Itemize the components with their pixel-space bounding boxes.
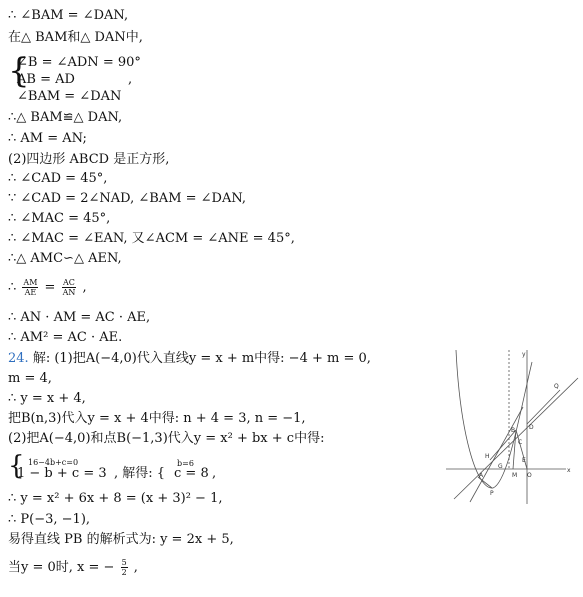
line-16: ∴ y = x + 4,	[8, 391, 86, 406]
point-o-label: O	[527, 472, 532, 479]
point-h-label: H	[485, 453, 490, 460]
axis-x-label: x	[567, 467, 571, 474]
point-d-label: D	[529, 424, 534, 431]
fraction-denominator: AN	[62, 288, 76, 297]
line-4: ∴ AM = AN;	[8, 131, 87, 146]
fraction-ac-an	[62, 278, 77, 297]
line14-text: 解: (1)把A(−4,0)代入直线y = x + m中得: −4 + m = 0,	[32, 351, 371, 366]
fraction-denominator: AE	[24, 288, 37, 297]
line-pb	[470, 407, 523, 502]
segment-dq	[527, 390, 560, 424]
point-c-label: C	[518, 439, 523, 446]
system1-eq2: AB = AD	[17, 72, 75, 87]
line-8: ∴ ∠MAC = 45°,	[8, 211, 111, 226]
system2-mid: , 解得: {	[114, 466, 166, 481]
system1-comma: ,	[128, 72, 133, 87]
fraction-am-ae	[22, 278, 38, 297]
line-21: 易得直线 PB 的解析式为: y = 2x + 5,	[8, 532, 234, 547]
line-ab	[454, 378, 578, 499]
point-g-label: G	[498, 463, 503, 470]
point-e-label: E	[522, 457, 526, 464]
segment-cm	[513, 430, 516, 469]
line-5: (2)四边形 ABCD 是正方形,	[8, 152, 170, 167]
line-7: ∵ ∠CAD = 2∠NAD, ∠BAM = ∠DAN,	[8, 191, 247, 206]
problem-number: 24.	[8, 351, 29, 366]
line-2: 在△ BAM和△ DAN中,	[8, 30, 143, 45]
line-9: ∴ ∠MAC = ∠EAN, 又∠ACM = ∠ANE = 45°,	[8, 231, 295, 246]
line-13: ∴ AM² = AC · AE.	[8, 330, 123, 345]
system-brace-2: {	[8, 451, 25, 481]
point-m-label: M	[512, 472, 518, 479]
line-19: ∴ y = x² + 6x + 8 = (x + 3)² − 1,	[8, 491, 223, 506]
fraction-denominator: 2	[121, 568, 127, 577]
fraction-numerator: AC	[63, 278, 75, 287]
system-brace-1: {	[8, 51, 30, 91]
line-11	[8, 278, 87, 297]
fraction-5-2	[121, 558, 128, 577]
line11-suffix: ,	[82, 280, 87, 295]
line11-prefix: ∴	[8, 280, 17, 295]
point-p-label: P	[490, 490, 494, 497]
line-12: ∴ AN · AM = AC · AE,	[8, 310, 151, 325]
coordinate-figure	[440, 342, 580, 507]
parabola	[456, 350, 532, 488]
system2-sol1: b=6	[177, 459, 194, 468]
line-15: m = 4,	[8, 371, 52, 386]
axis-y-label: y	[522, 351, 526, 358]
system2-end: ,	[212, 466, 217, 481]
point-b-label: B	[511, 427, 516, 434]
line22-prefix: 当y = 0时, x = −	[8, 560, 115, 575]
point-a-label: A	[479, 472, 484, 479]
line-3: ∴△ BAM≌△ DAN,	[8, 110, 123, 125]
fraction-numerator: 5	[121, 558, 127, 567]
system1-eq1: ∠B = ∠ADN = 90°	[17, 55, 141, 70]
line22-suffix: ,	[133, 560, 138, 575]
line-6: ∴ ∠CAD = 45°,	[8, 171, 108, 186]
line-18: (2)把A(−4,0)和点B(−1,3)代入y = x² + bx + c中得:	[8, 431, 325, 446]
system1-eq3: ∠BAM = ∠DAN	[17, 89, 122, 104]
line-14	[8, 351, 371, 367]
system2-sol2: c = 8	[174, 466, 209, 481]
system2-eq1: 16−4b+c=0	[28, 458, 79, 467]
segment-hb	[490, 430, 516, 460]
line-22	[8, 558, 138, 577]
fraction-numerator: AM	[23, 278, 38, 287]
line-10: ∴△ AMC∽△ AEN,	[8, 251, 122, 266]
line-17: 把B(n,3)代入y = x + 4中得: n + 4 = 3, n = −1,	[8, 411, 306, 426]
line-20: ∴ P(−3, −1),	[8, 512, 91, 527]
system2-eq2: 1 − b + c = 3	[17, 466, 107, 481]
line11-equals: =	[44, 280, 56, 295]
line-1: ∴ ∠BAM = ∠DAN,	[8, 8, 129, 23]
point-q-label: Q	[554, 383, 559, 390]
